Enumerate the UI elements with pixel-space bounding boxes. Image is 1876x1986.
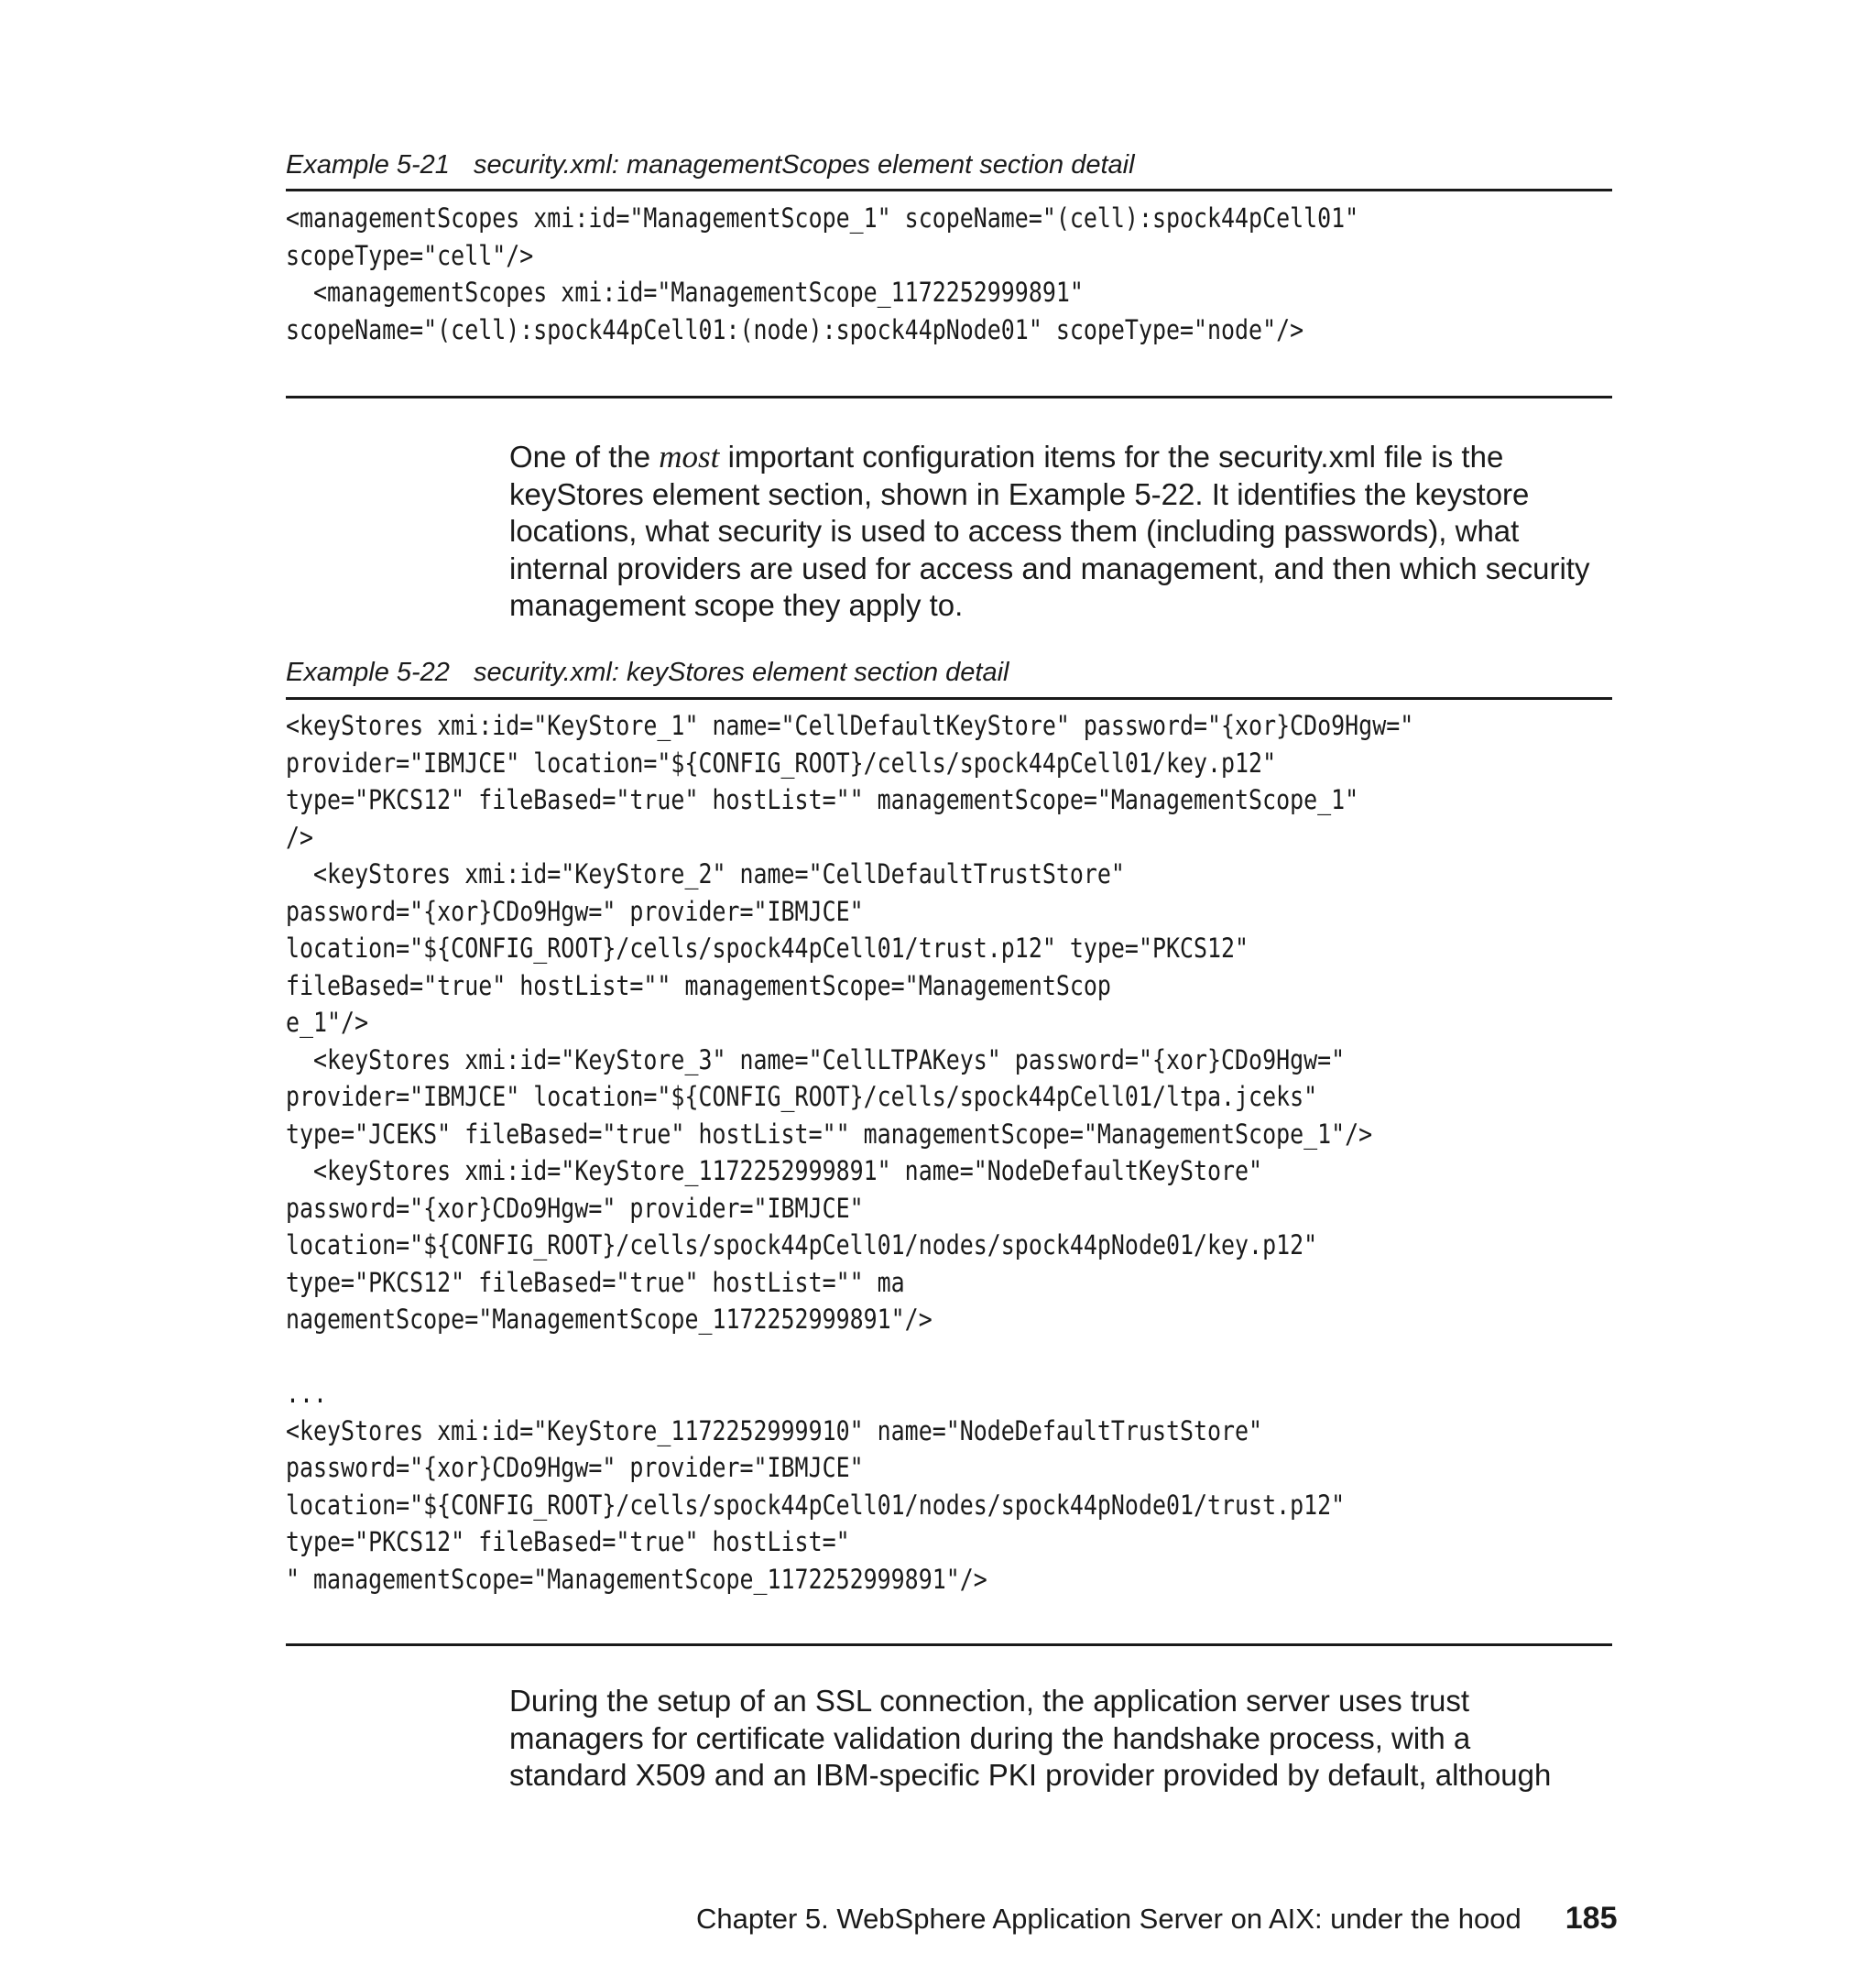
paragraph-line: During the setup of an SSL connection, the application server uses trust xyxy=(509,1684,1470,1718)
example-bottom-rule xyxy=(286,396,1612,398)
example-5-22-code-block xyxy=(286,707,1413,1598)
paragraph-line: locations, what security is used to access them (including passwords), what xyxy=(509,514,1520,548)
code-line: " managementScope="ManagementScope_1172252999891"/> xyxy=(286,1563,987,1595)
code-line: <keyStores xmi:id="KeyStore_2" name="CellDefaultTrustStore" xyxy=(286,858,1125,889)
paragraph-text: important configuration items for the security.xml file is the xyxy=(719,440,1504,474)
example-5-21-caption xyxy=(286,149,1135,180)
page-footer xyxy=(696,1900,1618,1937)
code-line: nagementScope="ManagementScope_1172252999891"/> xyxy=(286,1304,933,1335)
code-line: fileBased="true" hostList="" managementScope="ManagementScop xyxy=(286,969,1111,1001)
example-number: Example 5-22 xyxy=(286,658,450,687)
code-line: <managementScopes xmi:id="ManagementScope_1" scopeName="(cell):spock44pCell01" xyxy=(286,202,1359,234)
code-line xyxy=(286,1338,1413,1376)
code-line: type="JCEKS" fileBased="true" hostList="" managementScope="ManagementScope_1"/> xyxy=(286,1118,1373,1150)
body-paragraph xyxy=(509,439,1618,625)
code-line: type="PKCS12" fileBased="true" hostList=" xyxy=(286,1526,850,1557)
code-line: <keyStores xmi:id="KeyStore_1" name="CellDefaultKeyStore" password="{xor}CDo9Hgw=" xyxy=(286,710,1414,741)
paragraph-text: One of the xyxy=(509,440,660,474)
example-top-rule xyxy=(286,697,1612,700)
chapter-title: Chapter 5. WebSphere Application Server on AIX: under the hood xyxy=(696,1903,1522,1935)
emphasis-text: most xyxy=(659,439,720,475)
paragraph-line: standard X509 and an IBM-specific PKI provider provided by default, although xyxy=(509,1758,1552,1792)
code-line: password="{xor}CDo9Hgw=" provider="IBMJCE" xyxy=(286,895,864,927)
code-line: provider="IBMJCE" location="${CONFIG_ROOT}/cells/spock44pCell01/key.p12" xyxy=(286,747,1277,779)
example-title: security.xml: managementScopes element section detail xyxy=(473,150,1135,180)
code-line: <keyStores xmi:id="KeyStore_1172252999891" name="NodeDefaultKeyStore" xyxy=(286,1155,1263,1186)
code-line: <keyStores xmi:id="KeyStore_1172252999910" name="NodeDefaultTrustStore" xyxy=(286,1414,1263,1446)
code-line: password="{xor}CDo9Hgw=" provider="IBMJCE" xyxy=(286,1452,864,1483)
code-line: scopeName="(cell):spock44pCell01:(node):spock44pNode01" scopeType="node"/> xyxy=(286,313,1304,345)
paragraph-line xyxy=(509,439,1618,476)
code-line: location="${CONFIG_ROOT}/cells/spock44pCell01/trust.p12" type="PKCS12" xyxy=(286,933,1249,964)
code-line: scopeType="cell"/> xyxy=(286,239,534,271)
code-line: location="${CONFIG_ROOT}/cells/spock44pCell01/nodes/spock44pNode01/trust.p12" xyxy=(286,1489,1346,1521)
paragraph-line: internal providers are used for access and management, and then which security xyxy=(509,551,1590,585)
example-top-rule xyxy=(286,189,1612,191)
paragraph-line: managers for certificate validation during the handshake process, with a xyxy=(509,1720,1471,1755)
paragraph-line: management scope they apply to. xyxy=(509,588,964,622)
example-title: security.xml: keyStores element section detail xyxy=(473,658,1009,687)
code-line: e_1"/> xyxy=(286,1007,369,1038)
page-number: 185 xyxy=(1565,1901,1618,1936)
code-line: /> xyxy=(286,821,314,853)
code-line: password="{xor}CDo9Hgw=" provider="IBMJCE" xyxy=(286,1192,864,1224)
example-5-22-caption xyxy=(286,657,1009,688)
body-paragraph xyxy=(509,1683,1618,1795)
code-line: <managementScopes xmi:id="ManagementScope_1172252999891" xyxy=(286,277,1084,308)
paragraph-line: keyStores element section, shown in Example 5-22. It identifies the keystore xyxy=(509,476,1530,511)
code-line: type="PKCS12" fileBased="true" hostList="" managementScope="ManagementScope_1" xyxy=(286,784,1359,815)
example-5-21-code-block xyxy=(286,200,1358,348)
code-line: <keyStores xmi:id="KeyStore_3" name="CellLTPAKeys" password="{xor}CDo9Hgw=" xyxy=(286,1043,1346,1075)
example-bottom-rule xyxy=(286,1643,1612,1646)
code-line: type="PKCS12" fileBased="true" hostList="" ma xyxy=(286,1266,905,1298)
example-number: Example 5-21 xyxy=(286,150,450,180)
code-line: provider="IBMJCE" location="${CONFIG_ROOT}/cells/spock44pCell01/ltpa.jceks" xyxy=(286,1081,1318,1112)
code-line: location="${CONFIG_ROOT}/cells/spock44pCell01/nodes/spock44pNode01/key.p12" xyxy=(286,1229,1318,1260)
code-line: ... xyxy=(286,1378,328,1409)
